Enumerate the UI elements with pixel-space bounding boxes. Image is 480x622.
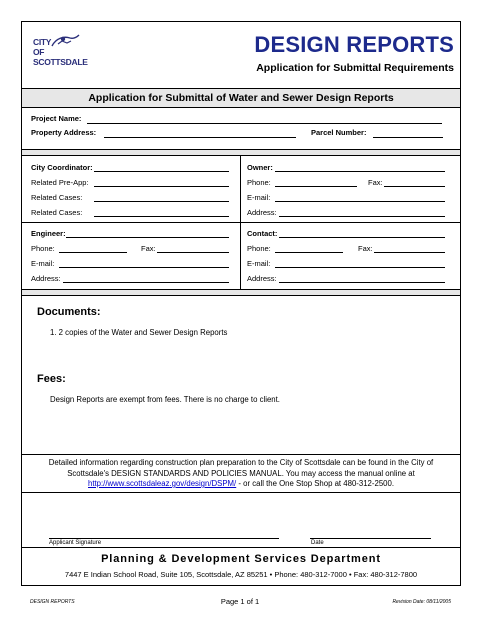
owner-address-field[interactable] <box>279 216 445 217</box>
logo-line-1: CITY <box>33 37 52 47</box>
divider <box>22 547 460 548</box>
parcel-number-label: Parcel Number: <box>311 128 367 137</box>
department-address: 7447 E Indian School Road, Suite 105, Scottsdale, AZ 85251 • Phone: 480-312-7000 • Fax: 480-312-7800 <box>64 570 418 579</box>
city-coordinator-label: City Coordinator: <box>31 163 93 172</box>
documents-item-1: 1. 2 copies of the Water and Sewer Design Reports <box>50 328 228 337</box>
related-cases-label-1: Related Cases: <box>31 193 83 202</box>
contact-address-label: Address: <box>247 274 277 283</box>
engineer-field[interactable] <box>66 237 229 238</box>
engineer-email-label: E-mail: <box>31 259 55 268</box>
engineer-address-label: Address: <box>31 274 61 283</box>
info-line-3 <box>22 479 460 490</box>
divider <box>22 454 460 455</box>
divider <box>22 295 460 296</box>
manual-info <box>22 458 460 490</box>
related-cases-field-1[interactable] <box>94 201 229 202</box>
engineer-address-field[interactable] <box>63 282 229 283</box>
divider <box>22 155 460 156</box>
owner-field[interactable] <box>275 171 445 172</box>
page-subtitle: Application for Submittal Requirements <box>256 62 454 74</box>
property-address-label: Property Address: <box>31 128 97 137</box>
engineer-label: Engineer: <box>31 229 66 238</box>
related-cases-field-2[interactable] <box>94 216 229 217</box>
related-pre-app-field[interactable] <box>94 186 229 187</box>
owner-phone-field[interactable] <box>275 186 357 187</box>
divider <box>22 222 460 223</box>
column-divider <box>240 155 241 222</box>
fees-heading: Fees: <box>37 373 66 385</box>
contact-fax-label: Fax: <box>358 244 373 253</box>
owner-phone-label: Phone: <box>247 178 271 187</box>
info-line-2: Scottsdale's DESIGN STANDARDS AND POLICIES MANUAL. You may access the manual online at <box>67 468 415 478</box>
owner-fax-label: Fax: <box>368 178 383 187</box>
owner-email-field[interactable] <box>275 201 445 202</box>
applicant-signature-label: Applicant Signature <box>49 540 102 546</box>
cowboy-logo-icon <box>50 34 80 48</box>
logo-line-3: SCOTTSDALE <box>33 57 88 67</box>
applicant-signature-field[interactable] <box>49 538 279 539</box>
engineer-fax-label: Fax: <box>141 244 156 253</box>
engineer-phone-field[interactable] <box>59 252 127 253</box>
project-name-field[interactable] <box>87 123 442 124</box>
column-divider <box>240 222 241 289</box>
engineer-fax-field[interactable] <box>157 252 229 253</box>
contact-phone-label: Phone: <box>247 244 271 253</box>
engineer-email-field[interactable] <box>59 267 229 268</box>
footer-form-name: DESIGN REPORTS <box>30 599 75 605</box>
engineer-phone-label: Phone: <box>31 244 55 253</box>
city-of-scottsdale-logo <box>33 34 88 78</box>
fees-text: Design Reports are exempt from fees. There is no charge to client. <box>50 395 280 404</box>
contact-field[interactable] <box>279 237 445 238</box>
parcel-number-field[interactable] <box>373 137 443 138</box>
related-pre-app-label: Related Pre-App: <box>31 178 89 187</box>
owner-address-label: Address: <box>247 208 277 217</box>
owner-label: Owner: <box>247 163 273 172</box>
info-line-1: Detailed information regarding construction plan preparation to the City of Scottsdale can be found in the City of <box>48 458 434 467</box>
contact-phone-field[interactable] <box>275 252 343 253</box>
documents-heading: Documents: <box>37 306 101 318</box>
dspm-link[interactable]: http://www.scottsdaleaz.gov/design/DSPM/ <box>88 479 237 488</box>
page-title: DESIGN REPORTS <box>254 32 454 57</box>
related-cases-label-2: Related Cases: <box>31 208 83 217</box>
logo-line-2: OF <box>33 47 45 57</box>
owner-email-label: E-mail: <box>247 193 271 202</box>
department-name: Planning & Development Services Department <box>101 553 381 565</box>
project-name-label: Project Name: <box>31 114 82 123</box>
contact-label: Contact: <box>247 229 278 238</box>
info-line-3-suffix: - or call the One Stop Shop at 480-312-2500. <box>236 479 394 488</box>
form-header <box>22 22 460 88</box>
contact-email-field[interactable] <box>275 267 445 268</box>
date-field[interactable] <box>310 538 431 539</box>
date-label: Date <box>311 540 324 546</box>
contact-fax-field[interactable] <box>374 252 445 253</box>
contact-email-label: E-mail: <box>247 259 271 268</box>
city-coordinator-field[interactable] <box>94 171 229 172</box>
application-form <box>21 21 461 586</box>
contact-address-field[interactable] <box>279 282 445 283</box>
property-address-field[interactable] <box>104 137 296 138</box>
divider <box>22 492 460 493</box>
footer-page-number: Page 1 of 1 <box>220 597 260 606</box>
form-banner: Application for Submittal of Water and Sewer Design Reports <box>22 88 460 108</box>
footer-revision-date: Revision Date: 08/11/2005 <box>392 599 451 605</box>
owner-fax-field[interactable] <box>384 186 445 187</box>
